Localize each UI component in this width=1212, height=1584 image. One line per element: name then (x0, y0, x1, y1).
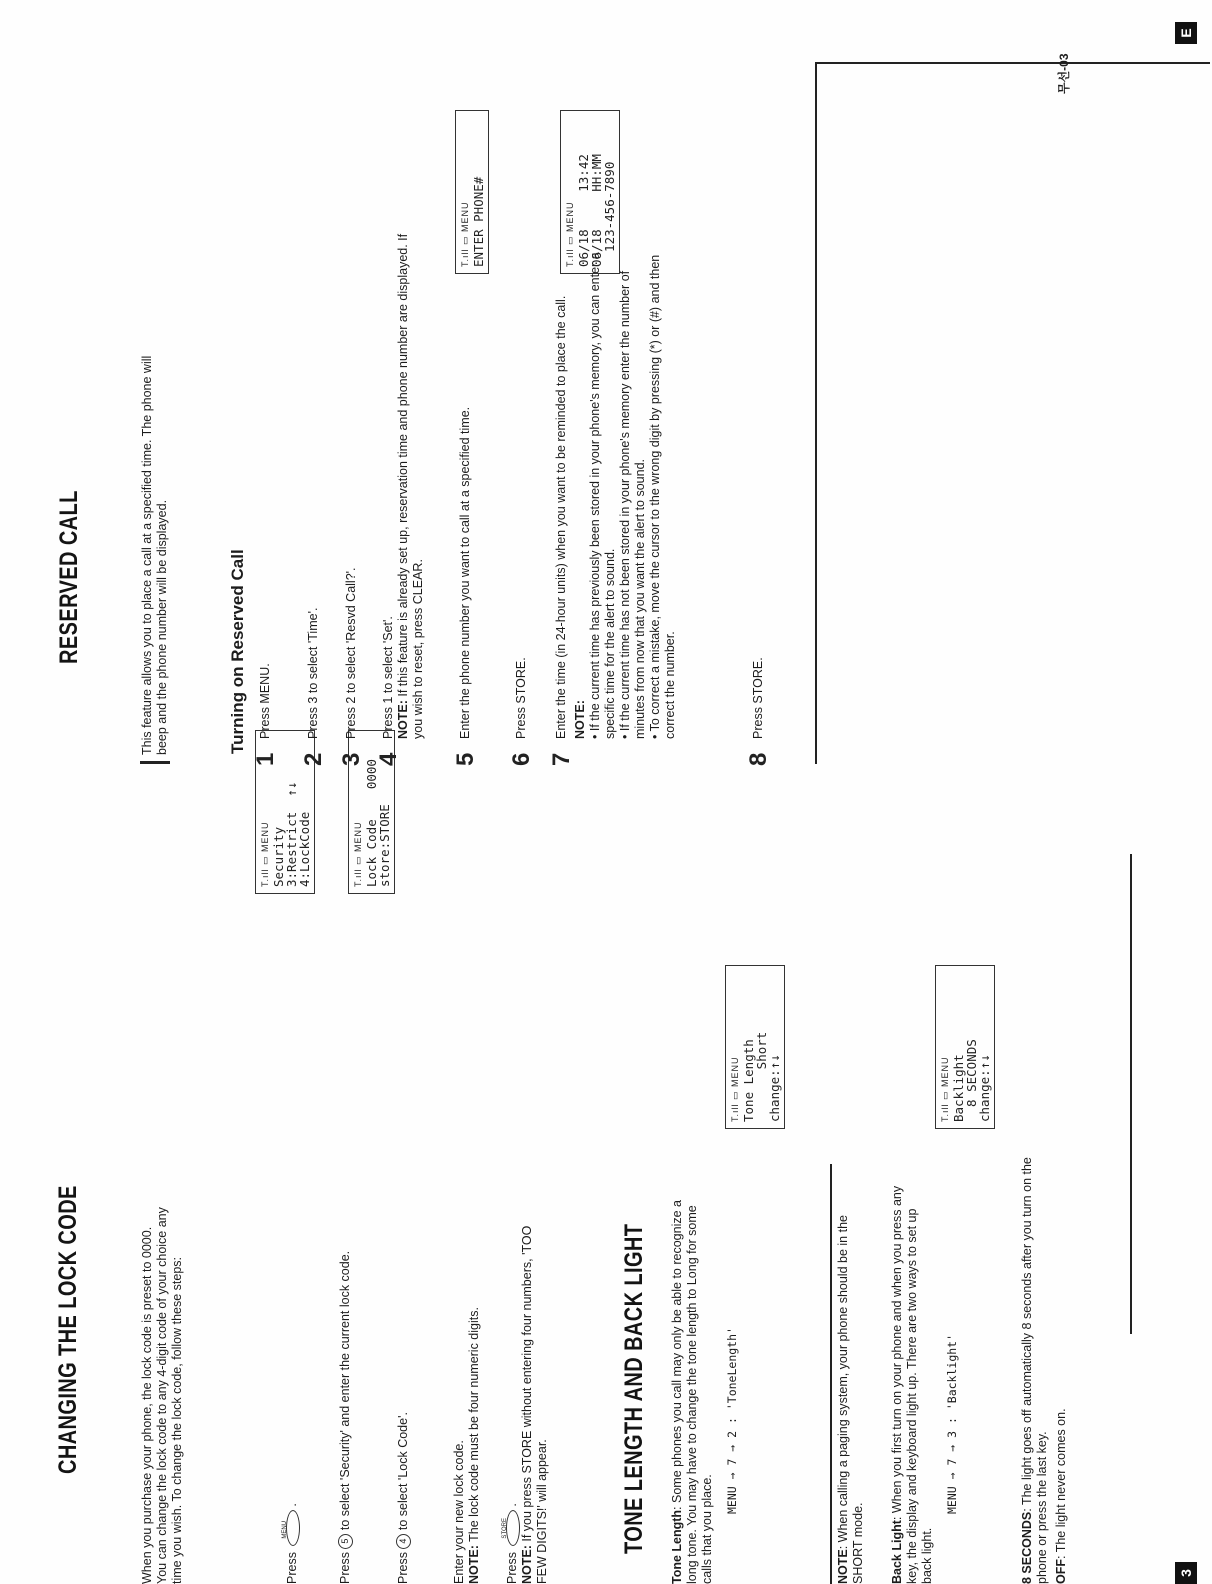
step-text-7: Enter the time (in 24-hour units) when you want to be reminded to place the call. NOTE: • If the current time has previously been stored in your phone's memory, you can enter a specific time for the alert to sound. • If the current time has not been stored in your phone's memory enter the number of minutes from now that you want the alert to sound. • To correct a mistake, move the cursor to the wrong digit by pressing (*) or (#) and then correct the number. (554, 252, 677, 739)
step-text-3: Press 2 to select 'Resvd Call?'. (344, 567, 358, 739)
footer-code: 무선-03 (1057, 53, 1071, 94)
backlight-options: 8 SECONDS: The light goes off automatically 8 seconds after you turn on the phone or press the last key. OFF: The light never comes on. (1020, 1157, 1068, 1584)
step-text-6: Press STORE. (514, 657, 528, 739)
step-number-3: 3 (338, 752, 365, 766)
lock-step-5: Press STORE . NOTE: If you press STORE without entering four numbers, 'TOO FEW DIGITS!' will appear. (501, 1225, 549, 1584)
left-page-rule (1130, 854, 1132, 1334)
lcd-enter-phone: T.ıll ▭ MENU ENTER PHONE# (455, 110, 489, 274)
lock-code-title: CHANGING THE LOCK CODE (54, 1185, 82, 1474)
right-page-vertical-rule (815, 62, 1210, 64)
tone-length-title: TONE LENGTH AND BACK LIGHT (620, 1223, 648, 1554)
store-key-icon: STORE (506, 1510, 520, 1546)
step-number-8: 8 (745, 752, 772, 766)
step-number-7: 7 (548, 752, 575, 766)
backlight-text: Back Light: When you first turn on your phone and when you press any key, the display and keyboard light up. There are two ways to set up back light. MENU → 7 → 3 : 'Backlight' (890, 1185, 959, 1584)
lock-code-intro: When you purchase your phone, the lock code is preset to 0000. You can change the lock code to any 4-digit code of your choice any time you wish. To change the lock code, follow these steps: (140, 1207, 184, 1584)
key-5-icon: 5 (338, 1534, 353, 1549)
right-page-letter: E (1175, 22, 1197, 44)
tone-length-text: Tone Length: Some phones you call may only be able to recognize a long tone. You may have to change the tone length to Long for some calls that you place. MENU → 7 → 2 : 'ToneLength' (670, 1184, 740, 1584)
lock-step-4: Enter your new lock code. NOTE: The lock code must be four numeric digits. (452, 1307, 481, 1584)
menu-key-icon: MENU (286, 1510, 300, 1546)
step-text-4: Press 1 to select 'Set'. NOTE: If this feature is already set up, reservation time and phone number are displayed. If you wish to reset, press CLEAR. (381, 233, 425, 739)
right-page-rule (815, 64, 817, 764)
step-number-6: 6 (508, 752, 535, 766)
lock-step-2: Press 5 to select 'Security' and enter the current lock code. (338, 1250, 352, 1584)
lock-step-3: Press 4 to select 'Lock Code'. (396, 1412, 410, 1584)
lcd-lock-code: T.ıll ▭ MENU Lock Code 0000 store:STORE (348, 730, 395, 894)
backlight-sequence: MENU → 7 → 3 : 'Backlight' (945, 1333, 959, 1514)
step-text-5: Enter the phone number you want to call at a specified time. (458, 406, 472, 739)
reserved-subtitle: Turning on Reserved Call (228, 549, 247, 754)
step-number-2: 2 (300, 752, 327, 766)
lcd-security: T.ıll ▭ MENU Security 3:Restrict ↑↓ 4:LockCode (255, 730, 315, 894)
lcd-reserved-time: T.ıll ▭ MENU 06/18 13:42 06/18 HH:MM 123-456-7890 (560, 110, 620, 274)
step-number-1: 1 (252, 752, 279, 766)
key-4-icon: 4 (396, 1534, 411, 1549)
lock-step-1: Press MENU . (281, 1503, 299, 1584)
step-text-1: Press MENU. (258, 663, 272, 739)
left-page-number: 3 (1175, 1562, 1197, 1584)
step-number-5: 5 (452, 752, 479, 766)
step-text-8: Press STORE. (751, 657, 765, 739)
step-text-2: Press 3 to select 'Time'. (306, 607, 320, 739)
lcd-tone-length: T.ıll ▭ MENU Tone Length Short change:↑↓ (725, 965, 785, 1129)
tone-sequence: MENU → 7 → 2 : 'ToneLength' (725, 1327, 739, 1514)
step-number-4: 4 (375, 752, 402, 766)
reserved-intro: This feature allows you to place a call at a specified time. The phone will beep and the phone number will be displayed. (140, 355, 170, 764)
reserved-call-title: RESERVED CALL (55, 490, 83, 664)
lcd-backlight: T.ıll ▭ MENU Backlight 8 SECONDS change:↑↓ (935, 965, 995, 1129)
tone-note-rule (830, 1164, 832, 1584)
tone-note: NOTE: When calling a paging system, your phone should be in the SHORT mode. (836, 1215, 865, 1584)
